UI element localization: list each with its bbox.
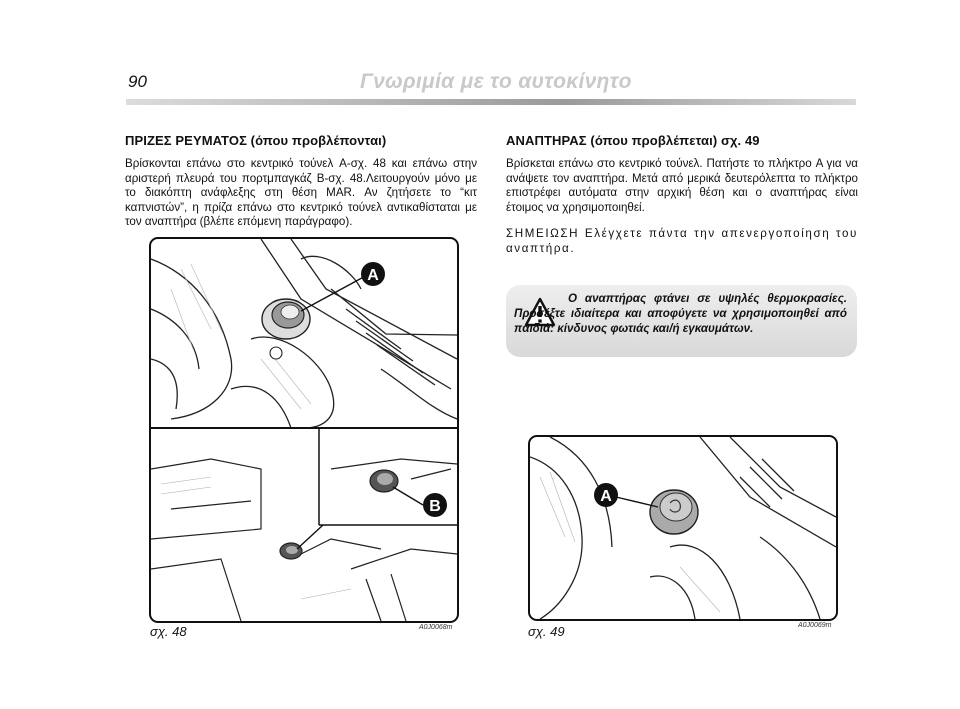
running-title: Γνωριμία με το αυτοκίνητο (360, 70, 632, 93)
figure-49-drawing (530, 437, 836, 619)
warning-box (506, 285, 857, 357)
figure-49-label-a: A (600, 488, 612, 505)
header-rule (126, 99, 856, 105)
section-cigar-lighter (506, 133, 858, 257)
figure-48-label-b: B (429, 498, 441, 515)
figure-49-code: A0J0069m (798, 622, 832, 629)
figure-49-caption: σχ. 49 (528, 624, 565, 639)
section-heading: ΠΡΙΖΕΣ ΡΕΥΜΑΤΟΣ (όπου προβλέπονται) (125, 133, 387, 148)
figure-48-caption: σχ. 48 (150, 624, 187, 639)
figure-48-drawing (151, 239, 457, 621)
section-body: Βρίσκεται επάνω στο κεντρικό τούνελ. Πατήστε το πλήκτρο A για να ανάψετε τον αναπτήρα. Μετά από μερικά δευτερόλεπτα το πλήκτρο επιστρέφει αυτόματα στην αρχική θέση και ο αναπτήρας είναι έτοιμος να χρησιμοποιηθεί. (506, 157, 858, 214)
section-body: Βρίσκονται επάνω στο κεντρικό τούνελ A-σχ. 48 και επάνω στην αριστερή πλευρά του πορτμπαγκάζ B-σχ. 48.Λειτουργούν μόνο με το διακόπτη ανάφλεξης στη θέση MAR. Αν ζητήσετε το “κιτ καπνιστών”, η πρίζα επάνω στο κεντρικό τούνελ αντικαθίσταται με τον αναπτήρα (βλέπε επόμενη παράγραφο). (125, 157, 477, 229)
figure-48-code: A0J0068m (419, 624, 453, 631)
section-power-sockets (125, 133, 477, 230)
page-number: 90 (128, 72, 147, 91)
section-heading: ΑΝΑΠΤΗΡΑΣ (όπου προβλέπεται) σχ. 49 (506, 133, 760, 148)
figure-48-label-a: A (367, 267, 379, 284)
figure-49-illustration (528, 435, 838, 621)
figure-48-illustration (149, 237, 459, 623)
warning-text: Ο αναπτήρας φτάνει σε υψηλές θερμοκρασίες. Προσέξτε ιδιαίτερα και αποφύγετε να χρησιμοποιηθεί από παιδιά: κίνδυνος φωτιάς και/ή εγκαυμάτων. (514, 292, 847, 335)
section-note: ΣΗΜΕΙΩΣΗ Ελέγχετε πάντα την απενεργοποίηση του αναπτήρα. (506, 227, 858, 255)
